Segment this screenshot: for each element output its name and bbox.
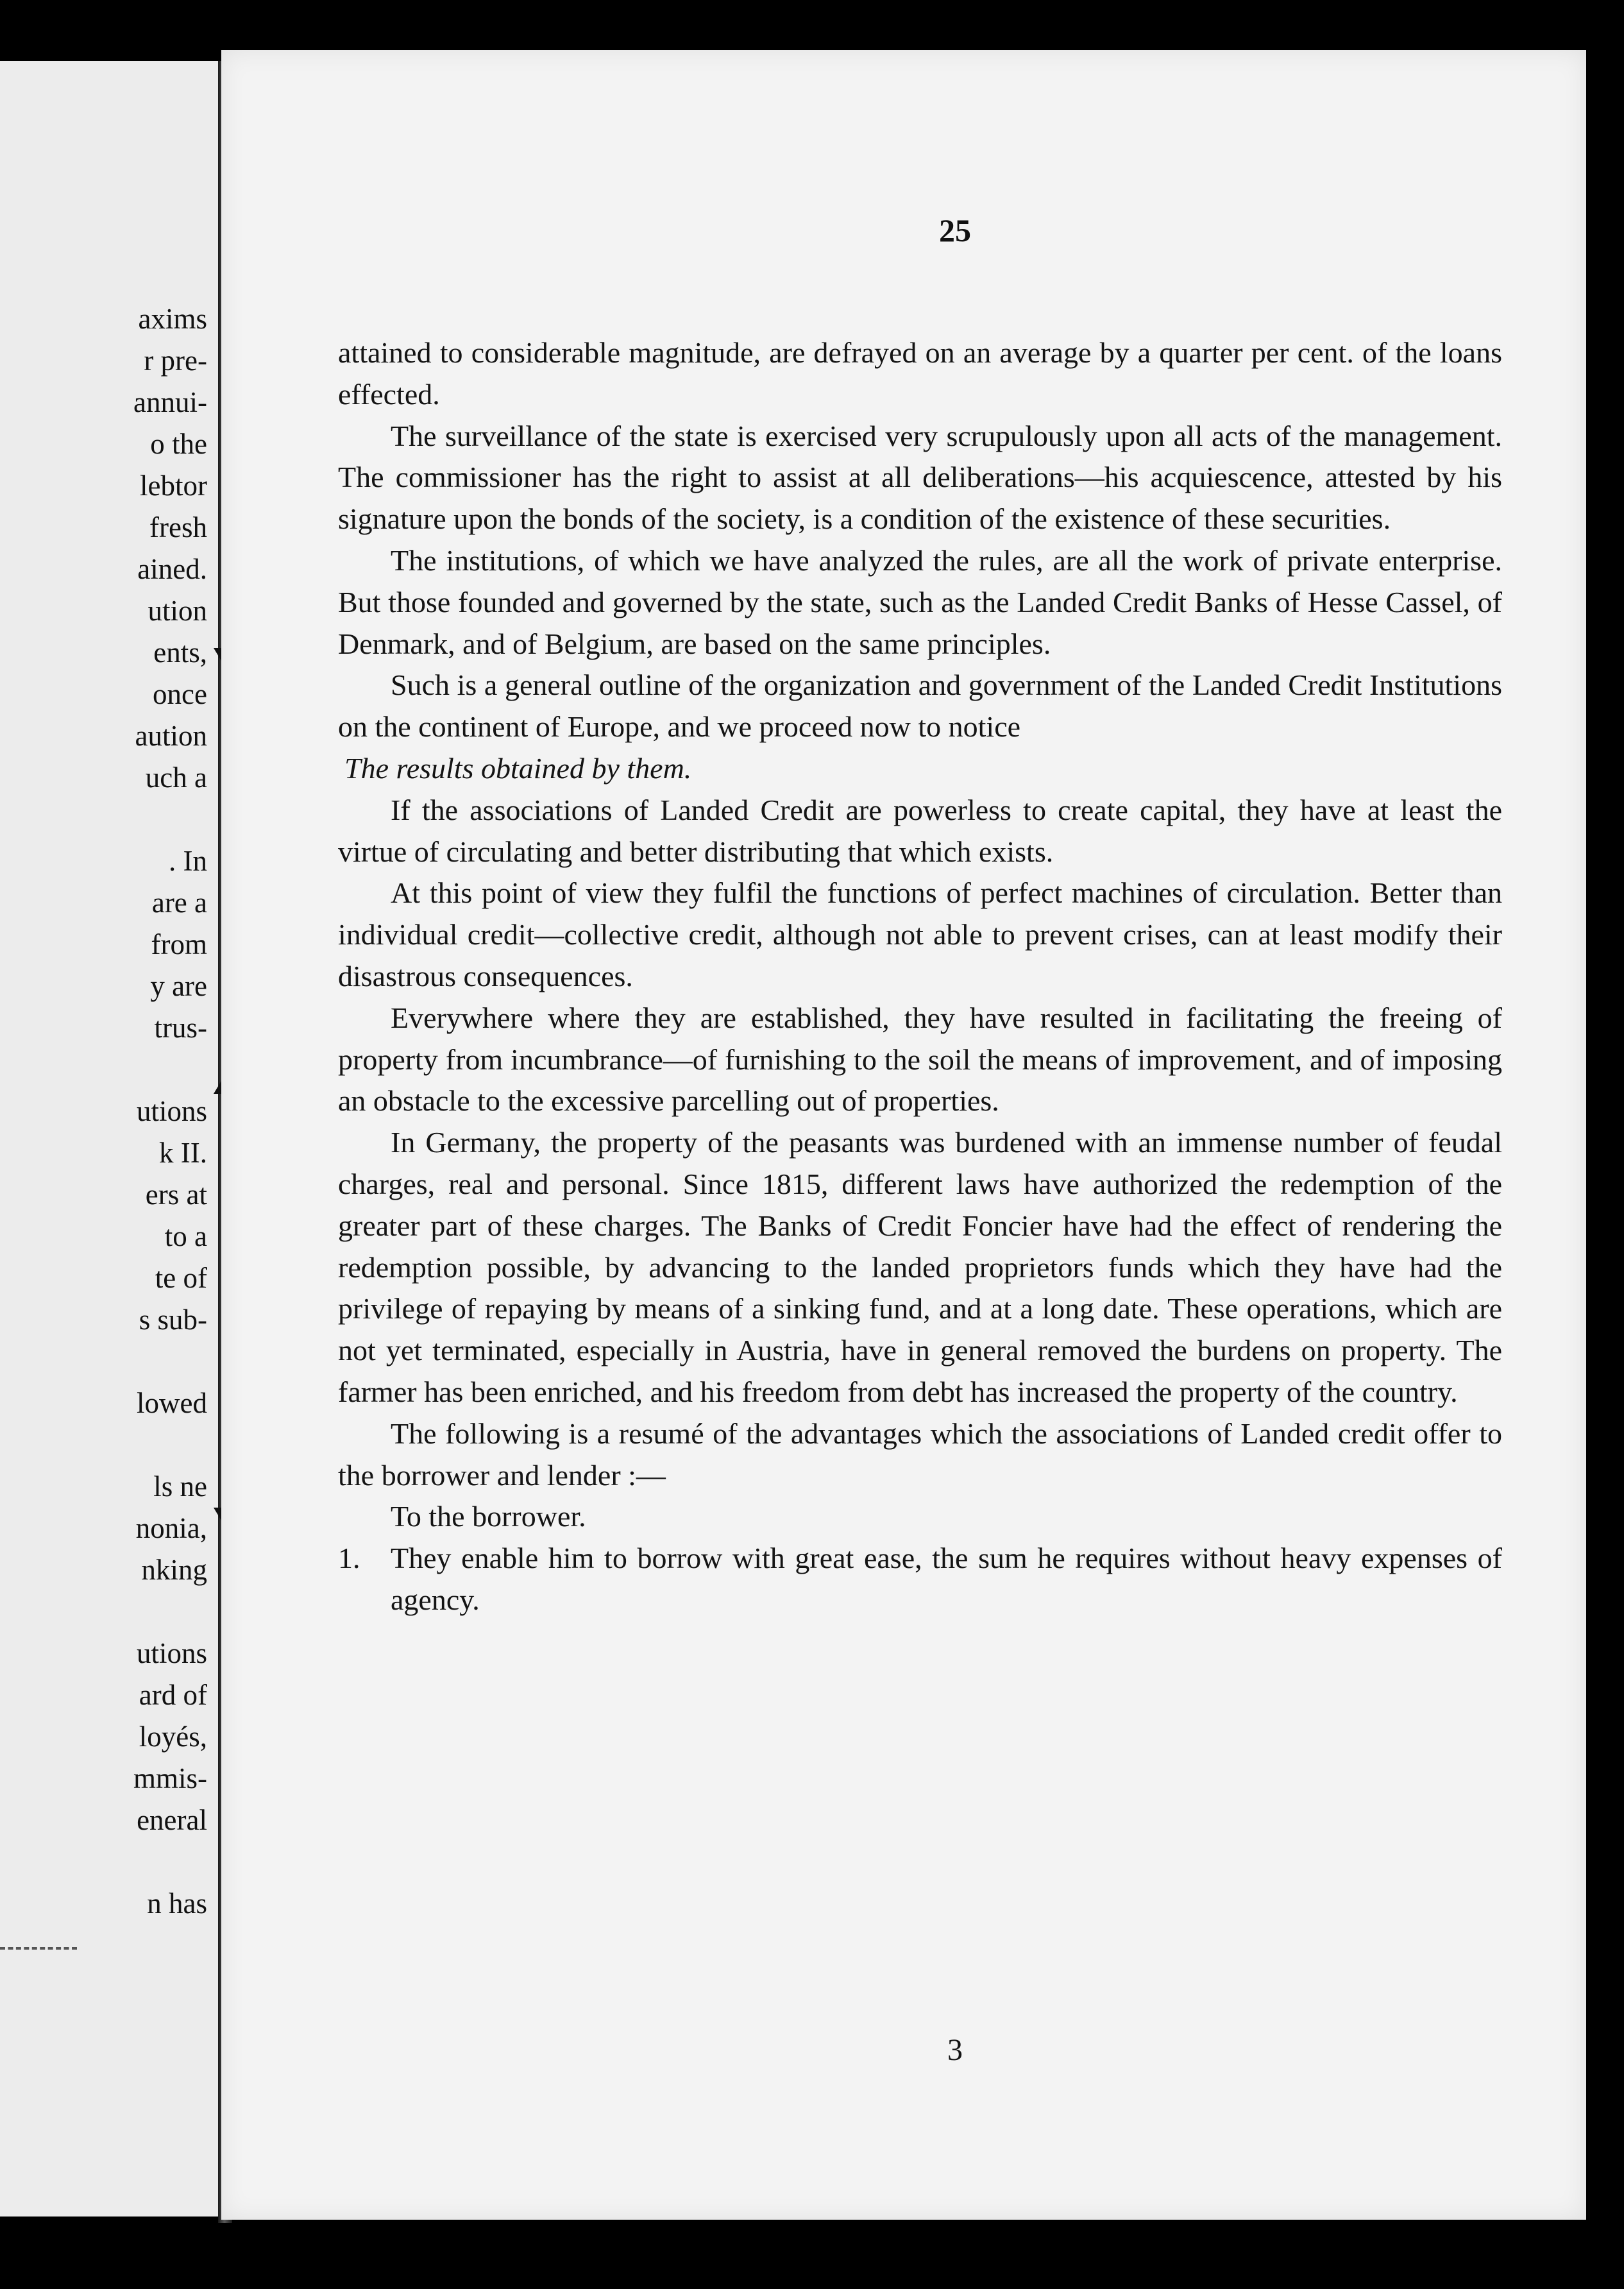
left-page-fragment: eneral [137,1804,207,1836]
left-page-fragment: lebtor [140,470,207,502]
left-page-fragment: y are [150,970,207,1002]
main-page [221,50,1586,2220]
left-page-fragment: loyés, [139,1721,207,1753]
left-page-fragment: r pre- [144,345,207,377]
left-page-fragment: aution [135,720,207,752]
paragraph: The surveillance of the state is exercised very scrupulously upon all acts of the management. The commissioner has the right to assist at all deliberations—his acquiescence, attested by his signature upon the bonds of the society, is a condition of the existence of these securities. [338,419,1502,536]
left-page-fragment: are a [151,887,207,919]
paragraph: Such is a general outline of the organization and government of the Landed Credit Institutions on the continent of Europe, and we proceed now to notice [338,668,1502,744]
paragraph: Everywhere where they are established, they have resulted in facilitating the freeing of property from incumbrance—of furnishing to the soil the means of improvement, and of imposing an obstacle to the excessive parcelling out of properties. [338,1001,1502,1118]
paragraph: In Germany, the property of the peasants was burdened with an immense number of feudal charges, real and personal. Since 1815, different laws have authorized the redemption of the greater part of these charges. The Banks of Credit Foncier have had the effect of rendering the redemption possible, by advancing to the landed proprietors funds which they have had the privilege of repaying by means of a sinking fund, and at a long date. These operations, which are not yet terminated, especially in Austria, have in general removed the burdens on property. The farmer has been enriched, and his freedom from debt has increased the property of the country. [338,1126,1502,1408]
paragraph: If the associations of Landed Credit are powerless to create capital, they have at least the virtue of circulating and better distributing that which exists. [338,793,1502,868]
paragraph: The following is a resumé of the advantages which the associations of Landed credit offer to the borrower and lender :— [338,1417,1502,1492]
left-page-fragment: ained. [137,553,207,585]
left-page-fragment: once [153,678,207,710]
page-number [221,212,1586,249]
paragraph: At this point of view they fulfil the functions of perfect machines of circulation. Better than individual credit—collective credit, although not able to prevent crises, can at least modify their disastrous consequences. [338,876,1502,992]
left-page-fragment: uch a [145,762,207,794]
page-number-text: 25 [939,212,971,248]
left-page-fragment: fresh [149,511,207,543]
list-item [338,1538,1502,1621]
paragraph: To the borrower. [391,1500,586,1533]
page-body-text [338,332,1502,1621]
left-page-fragment: ers at [145,1179,207,1211]
left-page-fragment: n has [147,1887,207,1919]
left-page-fragment: axims [138,303,207,335]
left-page-fragment: lowed [137,1387,207,1419]
left-page-fragment: trus- [154,1012,207,1044]
signature-text: 3 [947,2033,963,2067]
left-page-fragment: k II. [159,1137,207,1169]
left-page-fragment: ution [148,595,207,627]
left-page-fragment: ard of [139,1679,207,1711]
paragraph: The institutions, of which we have analyzed the rules, are all the work of private enterprise. But those founded and governed by the state, such as the Landed Credit Banks of Hesse Cassel, of Denmark, and of Belgium, are based on the same principles. [338,543,1502,660]
left-page-fragment: ents, [153,636,207,668]
left-page-fragment: nonia, [135,1512,207,1544]
left-page-fragment: utions [136,1637,207,1669]
left-page-fragment: nking [141,1554,207,1586]
paragraph: attained to considerable magnitude, are defrayed on an average by a quarter per cent. of the loans effected. [338,336,1502,411]
left-page-fragment: o the [150,428,207,460]
left-page-edge [0,61,221,2217]
left-page-fragment: ls ne [153,1470,207,1502]
section-heading: The results obtained by them. [344,751,692,785]
left-page-fragment: utions [136,1095,207,1127]
left-page-dashed-rule [0,1947,77,1950]
left-page-fragment: to a [164,1220,207,1252]
left-page-fragment: te of [155,1262,207,1294]
list-item-text: They enable him to borrow with great ease, the sum he requires without heavy expenses of agency. [391,1542,1502,1616]
list-item-number: 1. [338,1542,360,1575]
left-page-fragment: from [151,928,207,960]
left-page-fragment: mmis- [133,1762,207,1794]
printer-signature-mark [221,2032,1586,2068]
left-page-fragment: . In [169,845,207,877]
left-page-fragment: s sub- [139,1304,207,1336]
left-page-fragment: annui- [133,386,207,418]
